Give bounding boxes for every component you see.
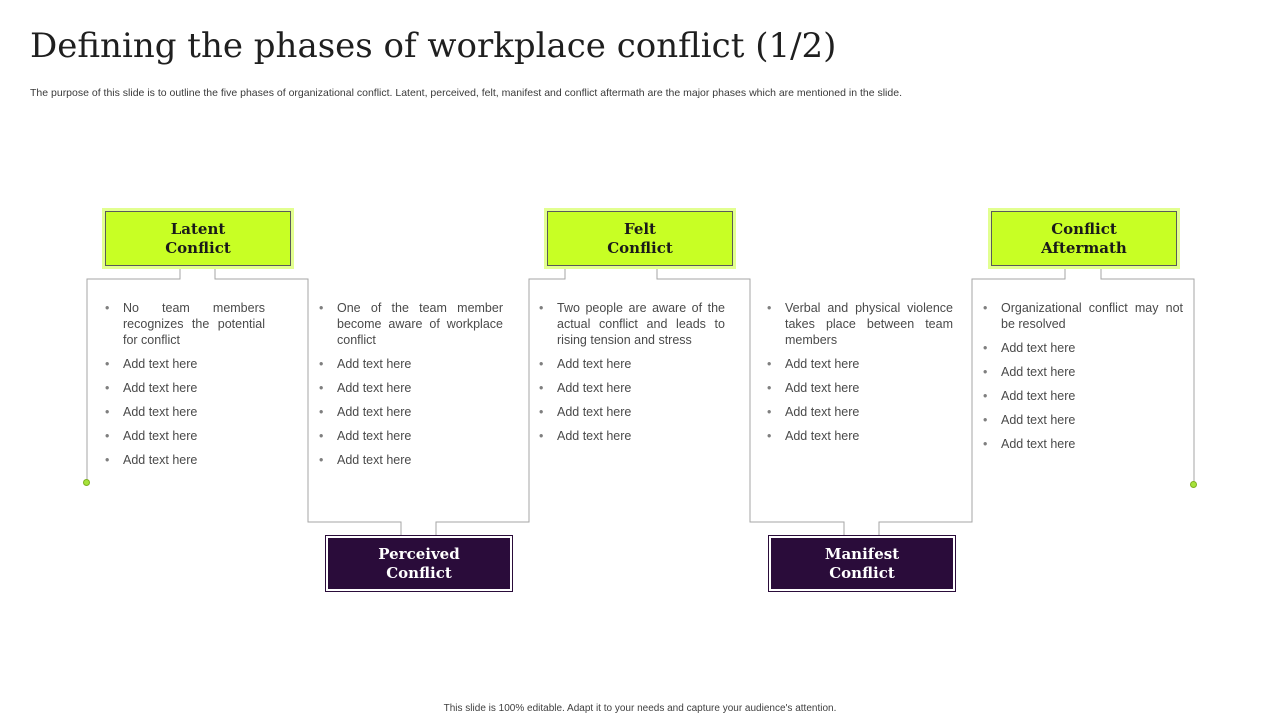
list-item: • Add text here [983,412,1183,428]
list-item: • Add text here [767,404,953,420]
phase-conflict-aftermath [991,211,1177,266]
perceived-conflict-details [319,300,503,476]
list-item: • Add text here [539,380,725,396]
felt-conflict-details [539,300,725,452]
latent-conflict-details [105,300,265,476]
phase-label: Perceived Conflict [378,544,460,582]
list-item: • Add text here [767,356,953,372]
list-item: • Add text here [105,380,265,396]
list-item: • Add text here [105,356,265,372]
list-item: • Add text here [767,380,953,396]
conflict-aftermath-details [983,300,1183,460]
manifest-conflict-details [767,300,953,452]
list-item: • Add text here [539,428,725,444]
list-item: • Add text here [105,428,265,444]
phase-manifest-conflict [769,536,955,591]
phase-perceived-conflict [326,536,512,591]
list-item: • Add text here [105,404,265,420]
list-item: • Add text here [983,388,1183,404]
phase-label: Manifest Conflict [824,544,900,582]
endpoint-dot-left [83,479,90,486]
list-item: • Add text here [983,364,1183,380]
phase-label: Conflict Aftermath [1041,219,1127,257]
list-item: • Two people are aware of the actual conflict and leads to rising tension and stress [539,300,725,348]
list-item: • Add text here [319,404,503,420]
list-item: • Add text here [319,428,503,444]
list-item: • Add text here [319,452,503,468]
list-item: • Add text here [319,356,503,372]
footer-note: This slide is 100% editable. Adapt it to your needs and capture your audience's attention. [443,703,837,714]
list-item: • Verbal and physical violence takes place between team members [767,300,953,348]
endpoint-dot-right [1190,481,1197,488]
list-item: • Add text here [105,452,265,468]
list-item: • No team members recognizes the potential for conflict [105,300,265,348]
page-title: Defining the phases of workplace conflict (1/2) [30,26,837,66]
phase-felt-conflict [547,211,733,266]
phase-label: Felt Conflict [607,219,673,257]
list-item: • One of the team member become aware of workplace conflict [319,300,503,348]
list-item: • Add text here [983,436,1183,452]
phase-label: Latent Conflict [165,219,231,257]
list-item: • Add text here [319,380,503,396]
list-item: • Add text here [767,428,953,444]
page-subtitle: The purpose of this slide is to outline the five phases of organizational conflict. Latent, perceived, felt, manifest and conflict aftermath are the major phases which are mentioned in the slide. [30,87,902,99]
list-item: • Add text here [539,404,725,420]
list-item: • Add text here [539,356,725,372]
list-item: • Organizational conflict may not be resolved [983,300,1183,332]
list-item: • Add text here [983,340,1183,356]
phase-latent-conflict [105,211,291,266]
